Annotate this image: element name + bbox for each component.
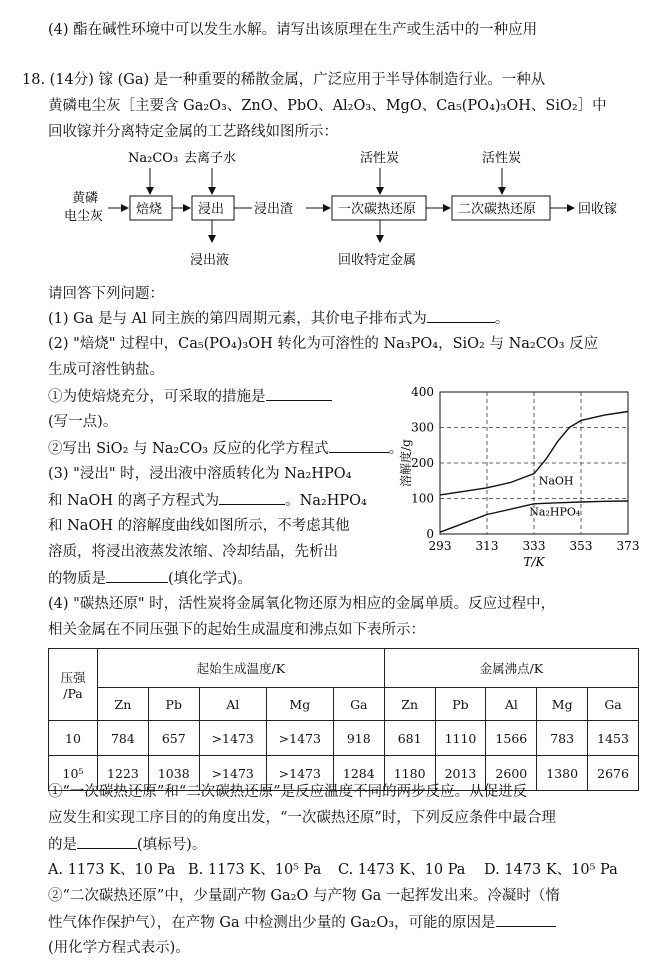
y-tick-label: 200 — [411, 456, 434, 470]
table-cell: 2676 — [588, 756, 639, 791]
flow-reagent-c2: 活性炭 — [482, 151, 522, 166]
q3-b: 和 NaOH 的离子方程式为 。Na₂HPO₄ — [48, 490, 644, 511]
q2-1a: ①为使焙烧充分，可采取的措施是 — [48, 386, 644, 407]
table-metal-header: Al — [486, 688, 537, 721]
flow-product-specific: 回收特定金属 — [338, 253, 417, 268]
x-tick-label: 333 — [522, 539, 546, 553]
q4-1a: ①“一次碳热还原”和“二次碳热还原”是反应温度不同的两步反应。从促进反 — [48, 784, 528, 800]
table-metal-header-row — [49, 688, 639, 721]
flow-leach-liquid: 浸出液 — [190, 253, 230, 268]
option-b[interactable]: B. 1173 K、10⁵ Pa — [188, 862, 322, 878]
answer-blank-q2-1[interactable] — [266, 386, 332, 401]
table-cell: 784 — [98, 721, 149, 756]
q2-1b: (写一点)。 — [48, 414, 118, 430]
q4-1c: 的是 (填标号)。 — [48, 834, 644, 855]
table-pressure-header: 压强 /Pa — [49, 649, 98, 721]
answer-blank-q4-2[interactable] — [496, 912, 556, 927]
prompt: 请回答下列问题： — [48, 286, 164, 302]
q3-a: (3) "浸出" 时，浸出液中溶质转化为 Na₂HPO₄ — [48, 466, 352, 482]
table-cell: >1473 — [199, 721, 266, 756]
q4-b: 相关金属在不同压强下的起始生成温度和沸点如下表所示： — [48, 622, 425, 638]
flow-reagent-water: 去离子水 — [184, 151, 237, 166]
option-d[interactable]: D. 1473 K、10⁵ Pa — [484, 862, 618, 878]
x-tick-label: 313 — [475, 539, 499, 553]
q4-2b: 性气体作保护气），在产物 Ga 中检测出少量的 Ga₂O₃，可能的原因是 — [48, 912, 644, 933]
table-cell: 918 — [333, 721, 384, 756]
table-metal-header: Pb — [148, 688, 199, 721]
series-line-naoh — [440, 412, 628, 495]
x-tick-label: 373 — [616, 539, 640, 553]
answer-blank-q3-2[interactable] — [106, 568, 168, 583]
q18-header: 18. (14分) 镓 (Ga) 是一种重要的稀散金属，广泛应用于半导体制造行业。一种从 — [22, 72, 546, 88]
table-cell: 1284 — [333, 756, 384, 791]
y-tick-label: 100 — [411, 491, 434, 506]
y-tick-label: 0 — [426, 527, 434, 541]
table-cell: >1473 — [266, 721, 333, 756]
metal-data-table — [48, 648, 639, 791]
flow-start-label-2: 电尘灰 — [64, 209, 104, 224]
q3-d: 溶质，将浸出液蒸发浓缩、冷却结晶，先析出 — [48, 544, 338, 560]
previous-question-line: (4) 酯在碱性环境中可以发生水解。请写出该原理在生产或生活中的一种应用 — [48, 22, 538, 38]
flow-leach-residue: 浸出渣 — [254, 202, 294, 217]
table-cell: >1473 — [266, 756, 333, 791]
table-metal-header: Zn — [384, 688, 435, 721]
table-metal-header: Mg — [266, 688, 333, 721]
series-label: NaOH — [538, 474, 574, 488]
table-pressure-value: 10⁵ — [49, 756, 98, 791]
table-group-boiling-point: 金属沸点/K — [384, 649, 638, 688]
table-row — [49, 721, 639, 756]
q3-c: 和 NaOH 的溶解度曲线如图所示，不考虑其他 — [48, 518, 350, 534]
table-body — [49, 721, 639, 791]
table-metal-header: Ga — [333, 688, 384, 721]
process-flow-diagram — [0, 146, 666, 276]
table-cell: 1110 — [435, 721, 486, 756]
table-cell: 1566 — [486, 721, 537, 756]
solubility-chart — [396, 384, 656, 574]
q3-e: 的物质是 (填化学式)。 — [48, 568, 644, 589]
flow-roast-label: 焙烧 — [136, 202, 163, 217]
table-metal-header: Ga — [588, 688, 639, 721]
q2-a: (2) "焙烧" 过程中，Ca₅(PO₄)₃OH 转化为可溶性的 Na₃PO₄，SiO₂ 与 Na₂CO₃ 反应 — [48, 336, 599, 352]
series-label: Na₂HPO₄ — [529, 505, 581, 519]
flow-reduce2-label: 二次碳热还原 — [458, 202, 537, 217]
table-metal-header: Al — [199, 688, 266, 721]
q18-line2: 黄磷电尘灰［主要含 Ga₂O₃、ZnO、PbO、Al₂O₃、MgO、Ca₅(PO₄)₃OH、SiO₂］中 — [48, 98, 607, 114]
x-tick-label: 353 — [569, 539, 593, 553]
answer-blank-q2-2[interactable] — [329, 438, 389, 453]
flow-start-label-1: 黄磷 — [72, 191, 99, 206]
q4-1b: 应发生和实现工序目的的角度出发，“一次碳热还原”时，下列反应条件中最合理 — [48, 810, 556, 826]
table-cell: 1180 — [384, 756, 435, 791]
table-pressure-value: 10 — [49, 721, 98, 756]
flow-product-ga: 回收镓 — [578, 202, 618, 217]
table-group-start-temp: 起始生成温度/K — [98, 649, 385, 688]
option-a[interactable]: A. 1173 K、10 Pa — [48, 862, 176, 878]
table-cell: 657 — [148, 721, 199, 756]
flow-reagent-na2co3: Na₂CO₃ — [128, 151, 179, 166]
option-c[interactable]: C. 1473 K、10 Pa — [338, 862, 466, 878]
x-tick-label: 293 — [428, 539, 452, 553]
answer-blank-q4-1[interactable] — [77, 834, 137, 849]
table-cell: 1223 — [98, 756, 149, 791]
table-cell: 1453 — [588, 721, 639, 756]
table-metal-header: Mg — [537, 688, 588, 721]
q2-2: ②写出 SiO₂ 与 Na₂CO₃ 反应的化学方程式 。 — [48, 438, 644, 459]
y-tick-label: 400 — [411, 385, 434, 399]
flow-reagent-c1: 活性炭 — [360, 151, 400, 166]
y-axis-label: 溶解度/g — [399, 439, 413, 487]
q4-a: (4) "碳热还原" 时，活性炭将金属氧化物还原为相应的金属单质。反应过程中， — [48, 596, 556, 612]
q2-b: 生成可溶性钠盐。 — [48, 362, 164, 378]
table-cell: 1038 — [148, 756, 199, 791]
answer-blank-q3-1[interactable] — [219, 490, 285, 505]
table-cell: 681 — [384, 721, 435, 756]
table-cell: >1473 — [199, 756, 266, 791]
table-cell: 783 — [537, 721, 588, 756]
q18-line3: 回收镓并分离特定金属的工艺路线如图所示： — [48, 124, 338, 140]
table-cell: 1380 — [537, 756, 588, 791]
table-cell: 2600 — [486, 756, 537, 791]
table-metal-header: Zn — [98, 688, 149, 721]
q1: (1) Ga 是与 Al 同主族的第四周期元素，其价电子排布式为 。 — [48, 308, 644, 329]
table-metal-header: Pb — [435, 688, 486, 721]
x-axis-label: T/K — [523, 555, 545, 569]
table-cell: 2013 — [435, 756, 486, 791]
flow-reduce1-label: 一次碳热还原 — [338, 202, 417, 217]
q4-2c: (用化学方程式表示)。 — [48, 940, 190, 956]
answer-blank-q1[interactable] — [427, 308, 495, 323]
flow-leach-label: 浸出 — [198, 202, 225, 217]
y-tick-label: 300 — [411, 420, 434, 435]
q4-2a: ②“二次碳热还原”中，少量副产物 Ga₂O 与产物 Ga 一起挥发出来。冷凝时（惰 — [48, 888, 560, 904]
